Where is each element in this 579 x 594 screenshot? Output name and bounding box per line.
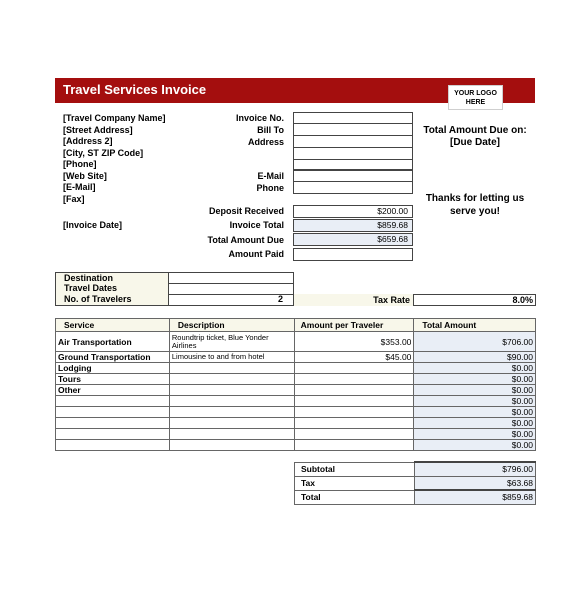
header-description: Description bbox=[169, 319, 294, 332]
table-row[interactable] bbox=[56, 385, 536, 396]
service-cell[interactable] bbox=[56, 396, 170, 407]
tax-rate-value[interactable]: 8.0% bbox=[413, 294, 536, 306]
total-row bbox=[295, 490, 536, 504]
email-label: E-Mail bbox=[257, 171, 284, 181]
travelers-label: No. of Travelers bbox=[55, 294, 169, 306]
table-header-row bbox=[56, 319, 536, 332]
subtotal-label: Subtotal bbox=[295, 462, 415, 476]
amount-cell[interactable] bbox=[294, 363, 414, 374]
header-amount-per-traveler: Amount per Traveler bbox=[294, 319, 414, 332]
amount-paid-label: Amount Paid bbox=[228, 249, 284, 259]
bill-to-field[interactable] bbox=[293, 124, 413, 136]
description-cell[interactable] bbox=[169, 363, 294, 374]
invoice-total-value: $859.68 bbox=[293, 219, 413, 232]
destination-label: Destination bbox=[55, 272, 169, 284]
tax-row bbox=[295, 476, 536, 490]
company-website: [Web Site] bbox=[63, 170, 107, 181]
table-row[interactable] bbox=[56, 429, 536, 440]
email-field[interactable] bbox=[293, 170, 413, 182]
header-service: Service bbox=[56, 319, 170, 332]
total-cell: $0.00 bbox=[414, 385, 536, 396]
amount-cell[interactable] bbox=[294, 407, 414, 418]
total-cell: $0.00 bbox=[414, 429, 536, 440]
logo-line-1: YOUR LOGO bbox=[454, 90, 497, 97]
phone-field[interactable] bbox=[293, 182, 413, 194]
amount-cell[interactable] bbox=[294, 429, 414, 440]
description-cell[interactable] bbox=[169, 374, 294, 385]
company-name: [Travel Company Name] bbox=[63, 113, 166, 123]
invoice-no-label: Invoice No. bbox=[235, 113, 284, 123]
deposit-label: Deposit Received bbox=[208, 206, 284, 216]
thanks-line-1: Thanks for letting us bbox=[425, 193, 525, 204]
total-label: Total bbox=[295, 490, 415, 504]
description-cell[interactable]: Roundtrip ticket, Blue Yonder Airlines bbox=[169, 332, 294, 352]
address-field-3[interactable] bbox=[293, 160, 413, 170]
company-email: [E-Mail] bbox=[63, 182, 96, 192]
company-street: [Street Address] bbox=[63, 124, 133, 135]
service-cell[interactable] bbox=[56, 418, 170, 429]
table-row[interactable] bbox=[56, 396, 536, 407]
services-table bbox=[55, 318, 536, 451]
table-row[interactable] bbox=[56, 374, 536, 385]
service-cell[interactable] bbox=[56, 407, 170, 418]
description-cell[interactable] bbox=[169, 407, 294, 418]
travel-dates-label: Travel Dates bbox=[55, 283, 169, 295]
bill-to-label: Bill To bbox=[257, 125, 284, 135]
amount-cell[interactable]: $353.00 bbox=[294, 332, 414, 352]
service-cell[interactable]: Tours bbox=[56, 374, 170, 385]
company-info bbox=[63, 113, 166, 205]
description-cell[interactable] bbox=[169, 429, 294, 440]
table-row[interactable] bbox=[56, 440, 536, 451]
tax-rate-label-cell bbox=[294, 294, 414, 306]
invoice-date: [Invoice Date] bbox=[63, 220, 123, 230]
table-row[interactable] bbox=[56, 352, 536, 363]
tax-value: $63.68 bbox=[414, 476, 535, 490]
subtotal-row bbox=[295, 462, 536, 476]
due-date: [Due Date] bbox=[449, 137, 500, 148]
total-cell: $0.00 bbox=[414, 407, 536, 418]
invoice-title: Travel Services Invoice bbox=[63, 82, 207, 97]
address-label: Address bbox=[247, 137, 284, 147]
amount-cell[interactable] bbox=[294, 418, 414, 429]
total-value: $859.68 bbox=[414, 490, 535, 504]
service-cell[interactable]: Air Transportation bbox=[56, 332, 170, 352]
total-cell: $0.00 bbox=[414, 396, 536, 407]
company-address2: [Address 2] bbox=[63, 136, 113, 146]
table-row[interactable] bbox=[56, 407, 536, 418]
address-field-1[interactable] bbox=[293, 136, 413, 148]
invoice-no-field[interactable] bbox=[293, 112, 413, 124]
header-total-amount: Total Amount bbox=[414, 319, 536, 332]
thanks-line-2: serve you! bbox=[449, 206, 501, 217]
description-cell[interactable] bbox=[169, 418, 294, 429]
amount-cell[interactable] bbox=[294, 396, 414, 407]
total-due-label: Total Amount Due bbox=[207, 235, 284, 245]
logo-line-2: HERE bbox=[465, 99, 486, 106]
amount-cell[interactable]: $45.00 bbox=[294, 352, 414, 363]
total-cell: $0.00 bbox=[414, 440, 536, 451]
description-cell[interactable] bbox=[169, 396, 294, 407]
tax-label: Tax bbox=[295, 476, 415, 490]
total-cell: $0.00 bbox=[414, 418, 536, 429]
address-field-2[interactable] bbox=[293, 148, 413, 160]
total-cell: $90.00 bbox=[414, 352, 536, 363]
deposit-value[interactable]: $200.00 bbox=[293, 205, 413, 218]
amount-cell[interactable] bbox=[294, 374, 414, 385]
description-cell[interactable] bbox=[169, 440, 294, 451]
invoice-total-label: Invoice Total bbox=[229, 220, 284, 230]
tax-rate-label: Tax Rate bbox=[373, 295, 410, 305]
total-cell: $0.00 bbox=[414, 374, 536, 385]
amount-cell[interactable] bbox=[294, 440, 414, 451]
description-cell[interactable] bbox=[169, 385, 294, 396]
description-cell[interactable]: Limousine to and from hotel bbox=[169, 352, 294, 363]
table-row[interactable] bbox=[56, 418, 536, 429]
travelers-value[interactable]: 2 bbox=[168, 294, 294, 306]
service-cell[interactable]: Other bbox=[56, 385, 170, 396]
company-city: [City, ST ZIP Code] bbox=[63, 147, 144, 158]
totals-table bbox=[294, 461, 536, 505]
total-cell: $0.00 bbox=[414, 363, 536, 374]
company-fax: [Fax] bbox=[63, 193, 85, 204]
service-cell[interactable]: Ground Transportation bbox=[56, 352, 170, 363]
amount-paid-value[interactable] bbox=[293, 248, 413, 261]
phone-label: Phone bbox=[256, 183, 284, 193]
amount-cell[interactable] bbox=[294, 385, 414, 396]
logo-placeholder bbox=[448, 85, 503, 110]
table-row[interactable] bbox=[56, 332, 536, 352]
company-phone: [Phone] bbox=[63, 159, 97, 169]
amount-due-label: Total Amount Due on: bbox=[423, 125, 527, 136]
subtotal-value: $796.00 bbox=[414, 462, 535, 476]
table-row[interactable] bbox=[56, 363, 536, 374]
total-cell: $706.00 bbox=[414, 332, 536, 352]
service-cell[interactable]: Lodging bbox=[56, 363, 170, 374]
service-cell[interactable] bbox=[56, 440, 170, 451]
total-due-value: $659.68 bbox=[293, 233, 413, 246]
service-cell[interactable] bbox=[56, 429, 170, 440]
